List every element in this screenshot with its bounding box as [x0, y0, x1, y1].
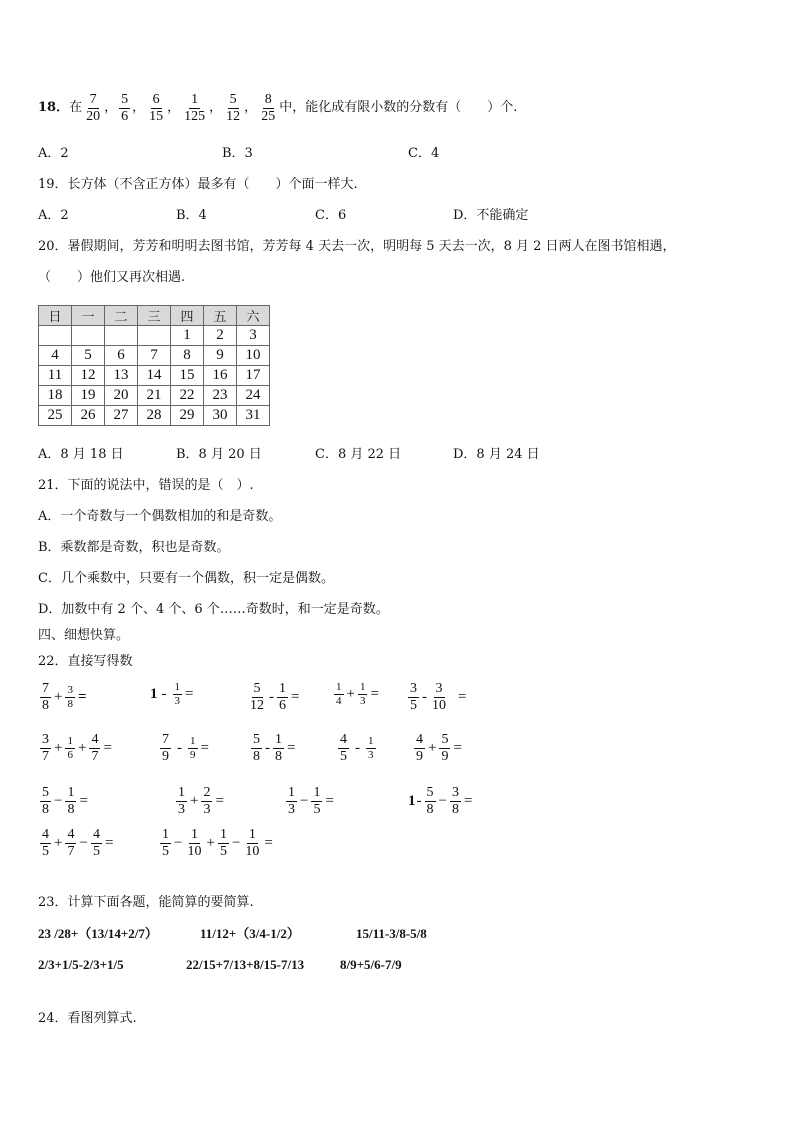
calendar-cell: 16	[204, 366, 237, 386]
question-20-line2: （ ）他们又再次相遇.	[38, 270, 186, 285]
calendar-cell: 24	[237, 386, 270, 406]
expr	[249, 733, 296, 764]
operator: +	[54, 689, 63, 705]
question-20: 20．暑假期间，芳芳和明明去图书馆，芳芳每 4 天去一次，明明每 5 天去一次，8 月 2 日两人在图书馆相遇，	[38, 239, 676, 254]
fraction: $\frac{5}{8}$	[42, 785, 49, 817]
expr	[158, 733, 210, 764]
question-22: 22．直接写得数	[38, 654, 133, 669]
operator: +	[54, 835, 63, 851]
equals: =	[103, 740, 112, 756]
option-a: A．8 月 18 日	[38, 447, 124, 462]
fraction: $\frac{4}{9}$	[416, 732, 423, 764]
fraction: $\frac{7}{9}$	[162, 732, 169, 764]
fraction: $\frac{1}{10}$	[245, 827, 260, 859]
operator: −	[174, 835, 183, 851]
option-d: D．8 月 24 日	[453, 447, 540, 462]
operator: -	[422, 689, 427, 705]
calc-item: 22/15+7/13+8/15-7/13	[186, 957, 305, 972]
expr	[150, 682, 194, 707]
fraction: $\frac{5}{12}$	[250, 681, 264, 713]
expr	[38, 786, 89, 817]
fraction: $\frac{1}{10}$	[187, 827, 202, 859]
fraction: $\frac{1}{125}$	[184, 91, 206, 124]
fraction: $\frac{1}{3}$	[288, 785, 295, 817]
calendar-header: 四	[171, 306, 204, 326]
option-d: D．加数中有 2 个、4 个、6 个……奇数时，和一定是奇数。	[38, 602, 389, 617]
calendar-cell: 23	[204, 386, 237, 406]
calendar-header: 五	[204, 306, 237, 326]
fraction: $\frac{4}{5}$	[340, 732, 347, 764]
option-b: B．8 月 20 日	[176, 447, 262, 462]
expr	[412, 733, 463, 764]
expr	[332, 682, 380, 707]
fraction: $\frac{3}{5}$	[410, 681, 417, 713]
equals: =	[264, 835, 273, 851]
calendar-cell: 17	[237, 366, 270, 386]
fraction: $\frac{1}{4}$	[336, 681, 342, 707]
equals: =	[77, 689, 87, 705]
fraction: $\frac{7}{8}$	[42, 681, 49, 713]
option-b: B．3	[222, 146, 253, 161]
calc-item: 2/3+1/5-2/3+1/5	[38, 957, 124, 972]
calendar-cell: 3	[237, 326, 270, 346]
fraction: $\frac{1}{3}$	[178, 785, 185, 817]
question-text: 中，能化成有限小数的分数有（ ）个.	[279, 100, 518, 115]
calendar-cell: 8	[171, 346, 204, 366]
calendar-cell: 5	[72, 346, 105, 366]
equals: =	[453, 740, 462, 756]
fraction: $\frac{1}{3}$	[174, 681, 180, 707]
option-b: B．乘数都是奇数，积也是奇数。	[38, 540, 230, 555]
calc-item: 8/9+5/6-7/9	[340, 957, 402, 972]
fraction: $\frac{2}{3}$	[203, 785, 211, 817]
calendar-cell: 7	[138, 346, 171, 366]
calendar-cell	[138, 326, 171, 346]
separator: ，	[132, 100, 146, 115]
calendar-table	[38, 305, 270, 426]
fraction: $\frac{3}{8}$	[67, 684, 73, 710]
number-one: 1	[408, 793, 416, 809]
expr	[406, 682, 467, 713]
question-24: 24．看图列算式.	[38, 1011, 137, 1026]
operator: −	[54, 793, 63, 809]
calendar-cell: 2	[204, 326, 237, 346]
fraction: $\frac{3}{7}$	[42, 732, 49, 764]
expr	[246, 682, 300, 713]
calendar-cell	[72, 326, 105, 346]
calc-item: 11/12+（3/4-1/2）	[200, 926, 300, 941]
calendar-cell: 1	[171, 326, 204, 346]
operator: -	[265, 740, 270, 756]
fraction: $\frac{5}{8}$	[426, 785, 434, 817]
calendar-cell: 29	[171, 406, 204, 426]
calendar-cell: 4	[39, 346, 72, 366]
calendar-cell: 31	[237, 406, 270, 426]
operator: −	[231, 835, 241, 851]
option-a: A．2	[38, 208, 69, 223]
question-23: 23．计算下面各题，能简算的要简算.	[38, 895, 254, 910]
calendar-cell: 9	[204, 346, 237, 366]
equals: =	[200, 740, 209, 756]
fraction: $\frac{5}{8}$	[253, 732, 260, 764]
calendar-header: 六	[237, 306, 270, 326]
calendar-row	[39, 406, 270, 426]
equals: =	[325, 793, 334, 809]
fraction: $\frac{1}{5}$	[313, 785, 321, 817]
fraction: $\frac{1}{6}$	[279, 681, 286, 713]
operator: +	[206, 835, 215, 851]
option-b: B．4	[176, 208, 207, 223]
calendar-cell: 22	[171, 386, 204, 406]
operator: -	[161, 686, 167, 702]
operator: +	[190, 793, 199, 809]
equals: =	[287, 740, 296, 756]
question-number: 18．	[38, 100, 70, 115]
fraction: $\frac{1}{8}$	[67, 785, 75, 817]
calendar-cell: 13	[105, 366, 138, 386]
calendar-cell: 19	[72, 386, 105, 406]
option-c: C．6	[315, 208, 347, 223]
calendar-cell: 6	[105, 346, 138, 366]
fraction: $\frac{3}{10}$	[432, 681, 446, 713]
calendar-cell: 11	[39, 366, 72, 386]
option-a: A．2	[38, 146, 69, 161]
equals: =	[185, 686, 194, 702]
expr	[38, 828, 114, 859]
equals: =	[104, 835, 114, 851]
calendar-row	[39, 386, 270, 406]
question-18	[38, 91, 518, 124]
calendar-header: 三	[138, 306, 171, 326]
operator: +	[428, 740, 437, 756]
calendar-cell: 21	[138, 386, 171, 406]
calendar-cell	[39, 326, 72, 346]
equals: =	[463, 793, 473, 809]
question-19: 19．长方体（不含正方体）最多有（ ）个面一样大.	[38, 177, 358, 192]
fraction: $\frac{3}{8}$	[451, 785, 459, 817]
operator: -	[177, 740, 182, 756]
fraction: $\frac{1}{8}$	[275, 732, 282, 764]
fraction: $\frac{5}{9}$	[441, 732, 449, 764]
calendar-cell: 25	[39, 406, 72, 426]
option-a: A．一个奇数与一个偶数相加的和是奇数。	[38, 509, 282, 524]
fraction: $\frac{1}{6}$	[67, 735, 73, 761]
fraction: $\frac{1}{5}$	[219, 827, 227, 859]
equals: =	[79, 793, 88, 809]
calendar-header: 日	[39, 306, 72, 326]
fraction: $\frac{1}{9}$	[190, 735, 196, 761]
expr	[38, 733, 113, 764]
fraction: $\frac{4}{7}$	[67, 827, 75, 859]
calc-item: 23 /28+（13/14+2/7）	[38, 926, 158, 941]
calendar-cell: 28	[138, 406, 171, 426]
expr	[408, 786, 473, 817]
expr	[158, 828, 274, 859]
fraction: $\frac{5}{6}$	[121, 91, 129, 124]
calc-item: 15/11-3/8-5/8	[356, 926, 427, 941]
operator: −	[79, 835, 88, 851]
option-c: C．8 月 22 日	[315, 447, 402, 462]
calendar-cell: 14	[138, 366, 171, 386]
calendar-header: 二	[105, 306, 138, 326]
fraction: $\frac{8}{25}$	[261, 91, 276, 124]
number-one: 1	[150, 686, 158, 702]
calendar-row	[39, 366, 270, 386]
separator: ，	[209, 100, 223, 115]
question-21: 21．下面的说法中，错误的是（ ）.	[38, 478, 254, 493]
fraction: $\frac{5}{12}$	[226, 91, 241, 124]
operator: +	[54, 740, 63, 756]
calendar-cell: 12	[72, 366, 105, 386]
fraction: $\frac{7}{20}$	[86, 91, 101, 124]
calendar-cell: 18	[39, 386, 72, 406]
fraction: $\frac{1}{3}$	[368, 735, 374, 761]
separator: ，	[104, 100, 118, 115]
calendar-cell: 30	[204, 406, 237, 426]
option-c: C．4	[408, 146, 440, 161]
calendar-cell	[105, 326, 138, 346]
operator: −	[300, 793, 309, 809]
operator: −	[438, 793, 447, 809]
expr	[174, 786, 225, 817]
operator: +	[77, 740, 87, 756]
equals: =	[458, 689, 467, 705]
fraction: $\frac{1}{5}$	[162, 827, 169, 859]
calendar-row	[39, 346, 270, 366]
operator: +	[346, 686, 355, 702]
operator: -	[416, 793, 422, 809]
option-d: D．不能确定	[453, 208, 529, 223]
section-heading: 四、细想快算。	[38, 628, 130, 643]
calendar-cell: 27	[105, 406, 138, 426]
calendar-header: 一	[72, 306, 105, 326]
operator: -	[269, 689, 274, 705]
fraction: $\frac{1}{3}$	[359, 681, 366, 707]
fraction: $\frac{6}{15}$	[149, 91, 164, 124]
operator: -	[355, 740, 360, 756]
option-c: C．几个乘数中，只要有一个偶数，积一定是偶数。	[38, 571, 334, 586]
expr	[38, 682, 88, 713]
equals: =	[215, 793, 224, 809]
separator: ，	[167, 100, 181, 115]
expr	[284, 786, 335, 817]
calendar-cell: 10	[237, 346, 270, 366]
fraction: $\frac{4}{5}$	[92, 827, 100, 859]
calendar-cell: 15	[171, 366, 204, 386]
calendar-cell: 26	[72, 406, 105, 426]
fraction: $\frac{4}{7}$	[91, 732, 99, 764]
separator: ，	[244, 100, 258, 115]
calendar-row	[39, 326, 270, 346]
question-prefix: 在	[69, 100, 83, 115]
calendar-cell: 20	[105, 386, 138, 406]
fraction: $\frac{4}{5}$	[42, 827, 49, 859]
equals: =	[291, 689, 300, 705]
expr	[336, 733, 378, 764]
equals: =	[370, 686, 379, 702]
calendar-header-row	[39, 306, 270, 326]
